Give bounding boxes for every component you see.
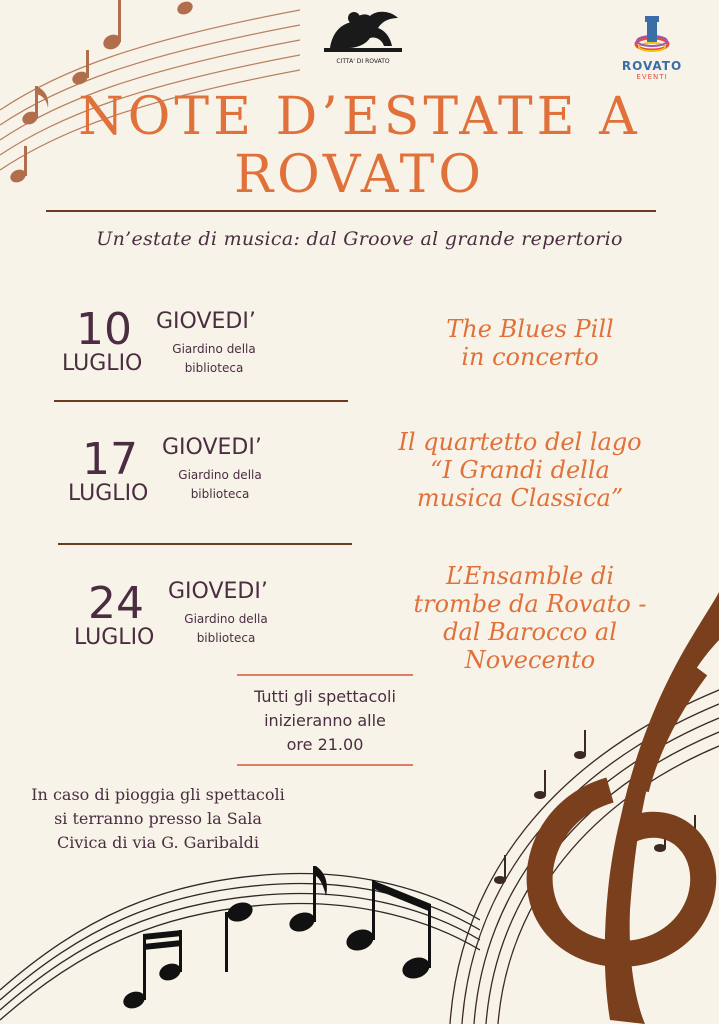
event-description-2-line-1: Il quartetto del lago bbox=[398, 428, 642, 456]
event-venue-line1-3: Giardino della bbox=[184, 612, 268, 626]
title-line-2: ROVATO bbox=[234, 145, 485, 205]
time-note-bottom-line bbox=[237, 764, 413, 766]
start-time-note-line-2: inizieranno alle bbox=[264, 711, 386, 730]
subtitle: Un’estate di musica: dal Groove al grande repertorio bbox=[96, 228, 623, 250]
event-description-1-line-1: The Blues Pill bbox=[446, 315, 614, 343]
event-description-3-line-2: trombe da Rovato - bbox=[413, 590, 647, 618]
event-date-1 bbox=[62, 304, 162, 376]
event-venue-line2-2: biblioteca bbox=[190, 487, 250, 501]
event-weekday-3: GIOVEDI’ bbox=[168, 579, 268, 604]
rain-note bbox=[8, 783, 308, 855]
start-time-note-line-1: Tutti gli spettacoli bbox=[254, 687, 396, 706]
event-date-2 bbox=[68, 434, 168, 506]
event-day-3: 24 bbox=[88, 578, 144, 629]
event-description-1-line-2: in concerto bbox=[461, 343, 599, 371]
city-logo-caption: CITTA' DI ROVATO bbox=[336, 58, 390, 65]
eventi-logo-text: EVENTI bbox=[636, 73, 668, 81]
tower-logo-icon bbox=[632, 14, 672, 56]
music-staff-bottom-icon bbox=[0, 860, 480, 1024]
title-line-1: NOTE D’ESTATE A bbox=[78, 87, 641, 147]
event-venue-line1-1: Giardino della bbox=[172, 342, 256, 356]
event-day-1: 10 bbox=[76, 304, 132, 355]
event-separator-2 bbox=[58, 543, 352, 545]
event-venue-line1-2: Giardino della bbox=[178, 468, 262, 482]
event-separator-1 bbox=[54, 400, 348, 402]
start-time-note bbox=[225, 685, 425, 757]
event-description-3-line-3: dal Barocco al bbox=[443, 618, 617, 646]
event-weekday-1: GIOVEDI’ bbox=[156, 309, 256, 334]
event-description-2 bbox=[360, 428, 680, 512]
rain-note-line-2: si terranno presso la Sala bbox=[54, 809, 262, 828]
time-note-top-line bbox=[237, 674, 413, 676]
event-venue-2 bbox=[160, 466, 280, 504]
rain-note-line-1: In caso di pioggia gli spettacoli bbox=[31, 785, 285, 804]
event-venue-line2-1: biblioteca bbox=[184, 361, 244, 375]
event-description-2-line-2: “I Grandi della bbox=[430, 456, 610, 484]
event-description-2-line-3: musica Classica” bbox=[416, 484, 624, 512]
event-description-3-line-1: L’Ensamble di bbox=[445, 562, 615, 590]
start-time-note-line-3: ore 21.00 bbox=[286, 735, 364, 754]
event-weekday-2: GIOVEDI’ bbox=[162, 435, 262, 460]
event-month-1: LUGLIO bbox=[62, 351, 143, 376]
event-month-2: LUGLIO bbox=[68, 481, 149, 506]
event-month-3: LUGLIO bbox=[74, 625, 155, 650]
rain-note-line-3: Civica di via G. Garibaldi bbox=[56, 833, 260, 852]
event-description-3-line-4: Novecento bbox=[464, 646, 596, 674]
event-venue-1 bbox=[154, 340, 274, 378]
winged-lion-icon bbox=[318, 6, 408, 56]
title-underline bbox=[46, 210, 656, 212]
event-venue-3 bbox=[166, 610, 286, 648]
rovato-eventi-logo bbox=[612, 14, 692, 81]
event-date-3 bbox=[74, 578, 174, 650]
event-venue-line2-3: biblioteca bbox=[196, 631, 256, 645]
city-logo bbox=[318, 6, 408, 68]
event-description-1 bbox=[380, 315, 680, 371]
rovato-logo-text: ROVATO bbox=[621, 59, 683, 73]
event-day-2: 17 bbox=[82, 434, 138, 485]
